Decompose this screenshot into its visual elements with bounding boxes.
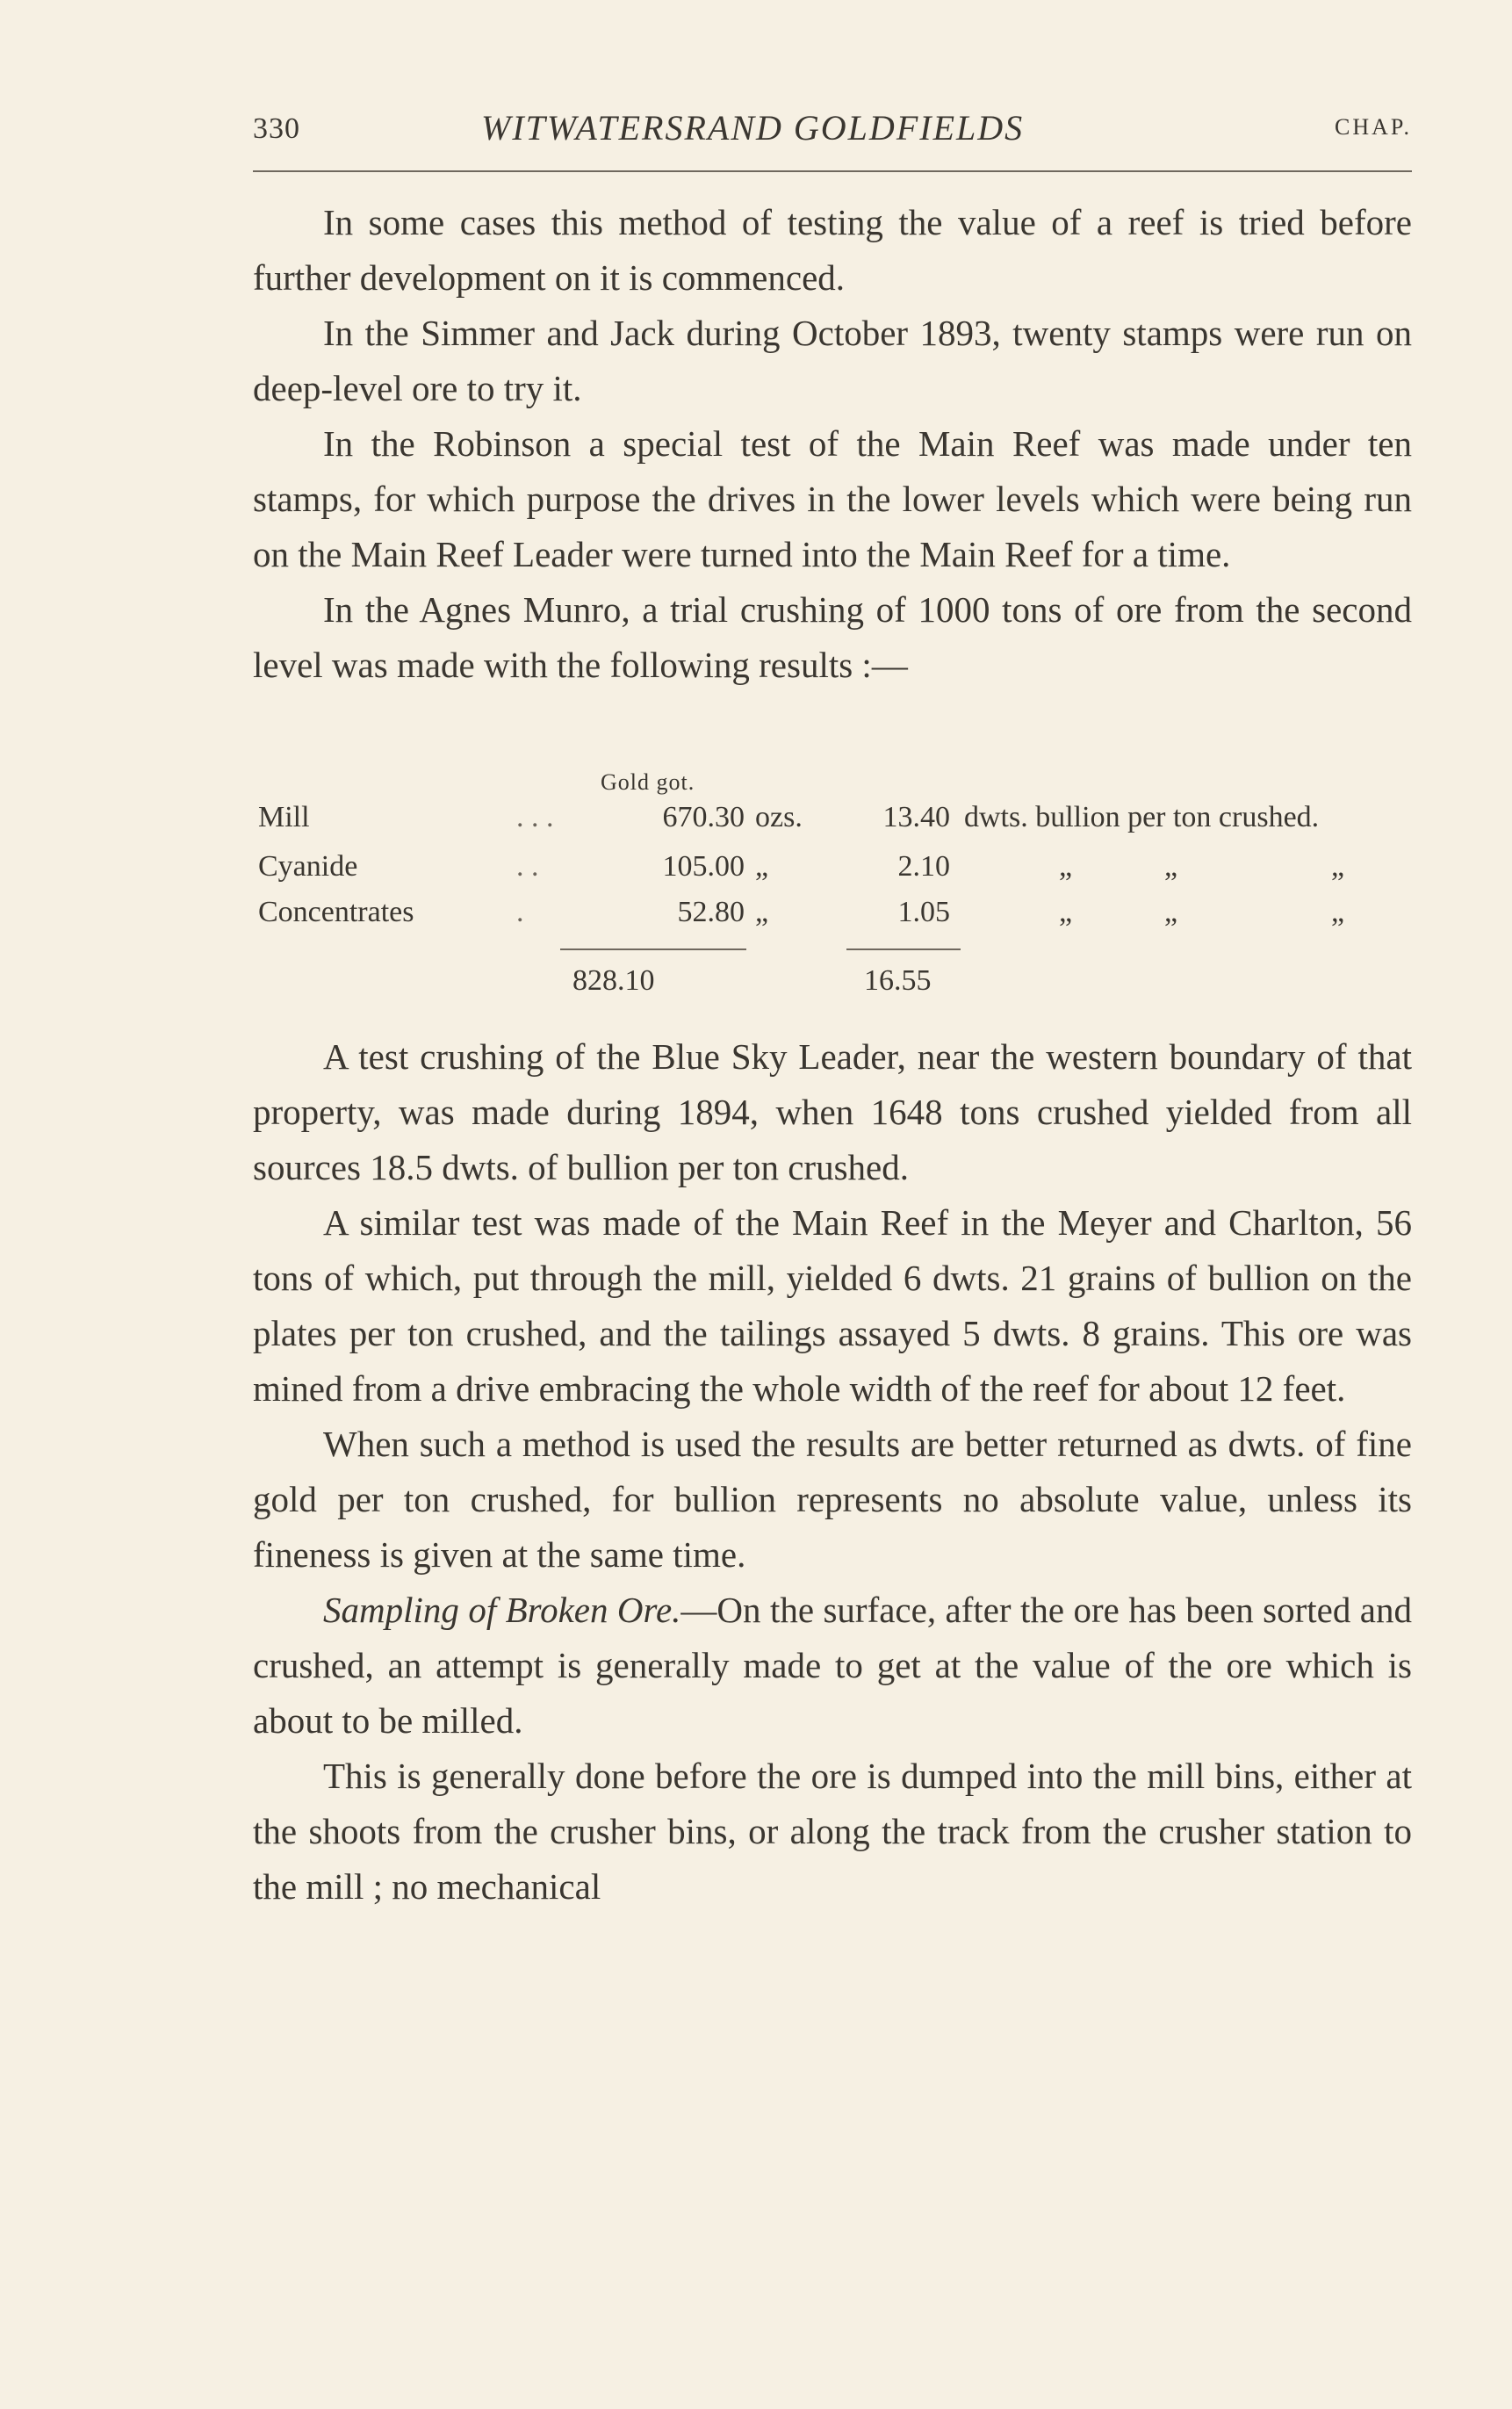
dwts-value: 2.10 <box>897 850 950 883</box>
total-ozs: 828.10 <box>572 964 655 997</box>
paragraph: This is generally done before the ore is dumped into the mill bins, either at the shoots from the crusher bins, or along the track from the crusher station to the mill ; no mechanical <box>253 1756 1412 1907</box>
ditto-mark: „ <box>755 850 769 883</box>
paragraph: In the Simmer and Jack during October 1893, twenty stamps were run on deep-level ore to try it. <box>253 313 1412 408</box>
row-label: Cyanide <box>258 850 358 883</box>
ditto-mark: „ <box>755 896 769 928</box>
paragraph: In some cases this method of testing the value of a reef is tried before further development on it is commenced. <box>253 202 1412 298</box>
ditto-mark: „ <box>1164 896 1178 928</box>
column-heading: Gold got. <box>601 769 695 795</box>
header-rule <box>253 170 1412 172</box>
paragraph: In the Agnes Munro, a trial crushing of 1000 tons of ore from the second level was made with the following results :— <box>253 589 1412 685</box>
ditto-mark: „ <box>1059 850 1073 883</box>
sampling-paragraph <box>253 1583 1412 1749</box>
paragraph: In the Robinson a special test of the Main Reef was made under ten stamps, for which purpose the drives in the lower levels which were being run on the Main Reef Leader were turned into the Main Reef for a time. <box>253 423 1412 574</box>
ozs-value: 105.00 <box>662 850 745 883</box>
ozs-total-rule <box>560 948 746 950</box>
dwts-value: 1.05 <box>897 896 950 928</box>
dwts-value: 13.40 <box>882 801 950 833</box>
chapter-label: CHAP. <box>1335 114 1412 140</box>
total-dwts: 16.55 <box>864 964 932 997</box>
table-row <box>253 896 1412 938</box>
text-block-top <box>253 195 1412 693</box>
leader-dots: . . . <box>516 801 554 833</box>
leader-dots: . . <box>516 850 539 883</box>
running-title: WITWATERSRAND GOLDFIELDS <box>481 108 1025 148</box>
sampling-text: —On the surface, after the ore has been sorted and crushed, an attempt is generally made to get at the value of the ore which is about to be milled. <box>253 1590 1412 1741</box>
results-table <box>253 766 1412 1021</box>
paragraph: A similar test was made of the Main Reef in the Meyer and Charlton, 56 tons of which, put through the mill, yielded 6 dwts. 21 grains of bullion on the plates per ton crushed, and the tailings assayed 5 dwts. 8 grains. This ore was mined from a drive embracing the whole width of the reef for about 12 feet. <box>253 1202 1412 1409</box>
text-block-bottom <box>253 1029 1412 1915</box>
paragraph: A test crushing of the Blue Sky Leader, near the western boundary of that property, was made during 1894, when 1648 tons crushed yielded from all sources 18.5 dwts. of bullion per ton crushed. <box>253 1036 1412 1187</box>
ditto-mark: „ <box>1331 850 1345 883</box>
table-row <box>253 801 1412 843</box>
ditto-mark: „ <box>1164 850 1178 883</box>
ozs-value: 52.80 <box>677 896 745 928</box>
ozs-value: 670.30 <box>662 801 745 833</box>
table-row <box>253 850 1412 892</box>
paragraph: When such a method is used the results are better returned as dwts. of fine gold per ton crushed, for bullion represents no absolute value, unless its fineness is given at the same time. <box>253 1424 1412 1575</box>
ditto-mark: „ <box>1059 896 1073 928</box>
running-header <box>253 104 1412 156</box>
row-label: Mill <box>258 801 310 833</box>
row-label: Concentrates <box>258 896 414 928</box>
leader-dots: . <box>516 896 524 928</box>
section-heading: Sampling of Broken Ore. <box>323 1590 681 1630</box>
row-description: dwts. bullion per ton crushed. <box>964 801 1320 833</box>
totals-row <box>253 964 1412 1006</box>
ditto-mark: „ <box>1331 896 1345 928</box>
dwts-total-rule <box>846 948 961 950</box>
ozs-unit: ozs. <box>755 801 803 833</box>
page-number: 330 <box>253 112 300 145</box>
